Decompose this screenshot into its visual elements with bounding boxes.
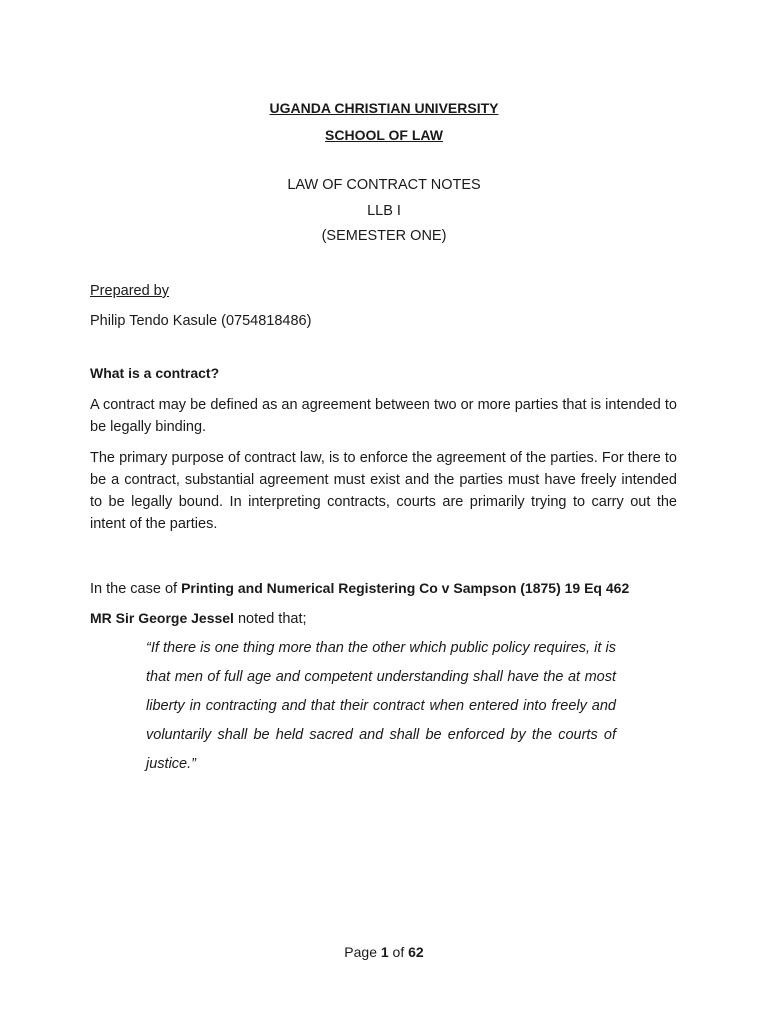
case-intro-text: In the case of xyxy=(90,581,182,597)
page-footer xyxy=(0,944,768,960)
university-name: UGANDA CHRISTIAN UNIVERSITY xyxy=(269,100,499,116)
total-pages: 62 xyxy=(408,944,424,960)
school-name: SCHOOL OF LAW xyxy=(325,127,443,143)
judge-line xyxy=(90,607,677,630)
current-page: 1 xyxy=(380,944,389,960)
noted-text: noted that; xyxy=(233,611,307,627)
of-word: of xyxy=(388,944,409,960)
paragraph-purpose: The primary purpose of contract law, is to enforce the agreement of the parties. For there to be a contract, substantial agreement must exist and the parties must have freely intended to be legally bound. In interpreting contracts, courts are primarily trying to carry out the intent of the parties. xyxy=(90,450,677,532)
judge-name: MR Sir George Jessel xyxy=(90,610,234,626)
section-heading: What is a contract? xyxy=(90,365,220,381)
notes-title: LAW OF CONTRACT NOTES xyxy=(287,177,481,193)
case-name: Printing and Numerical Registering Co v Sampson (1875) 19 Eq 462 xyxy=(181,580,630,596)
semester: (SEMESTER ONE) xyxy=(321,228,447,244)
author: Philip Tendo Kasule (0754818486) xyxy=(90,313,312,329)
page-word: Page xyxy=(344,944,381,960)
course-code: LLB I xyxy=(367,203,401,219)
case-intro-line xyxy=(90,577,677,600)
block-quote: “If there is one thing more than the other which public policy requires, it is that men of full age and competent understanding shall have the at most liberty in contracting and that their contract when entered into freely and voluntarily shall be held sacred and shall be enforced by the courts of justice.” xyxy=(146,640,616,772)
prepared-by-label: Prepared by xyxy=(90,283,169,299)
paragraph-definition: A contract may be defined as an agreement between two or more parties that is intended to be legally binding. xyxy=(90,397,677,435)
